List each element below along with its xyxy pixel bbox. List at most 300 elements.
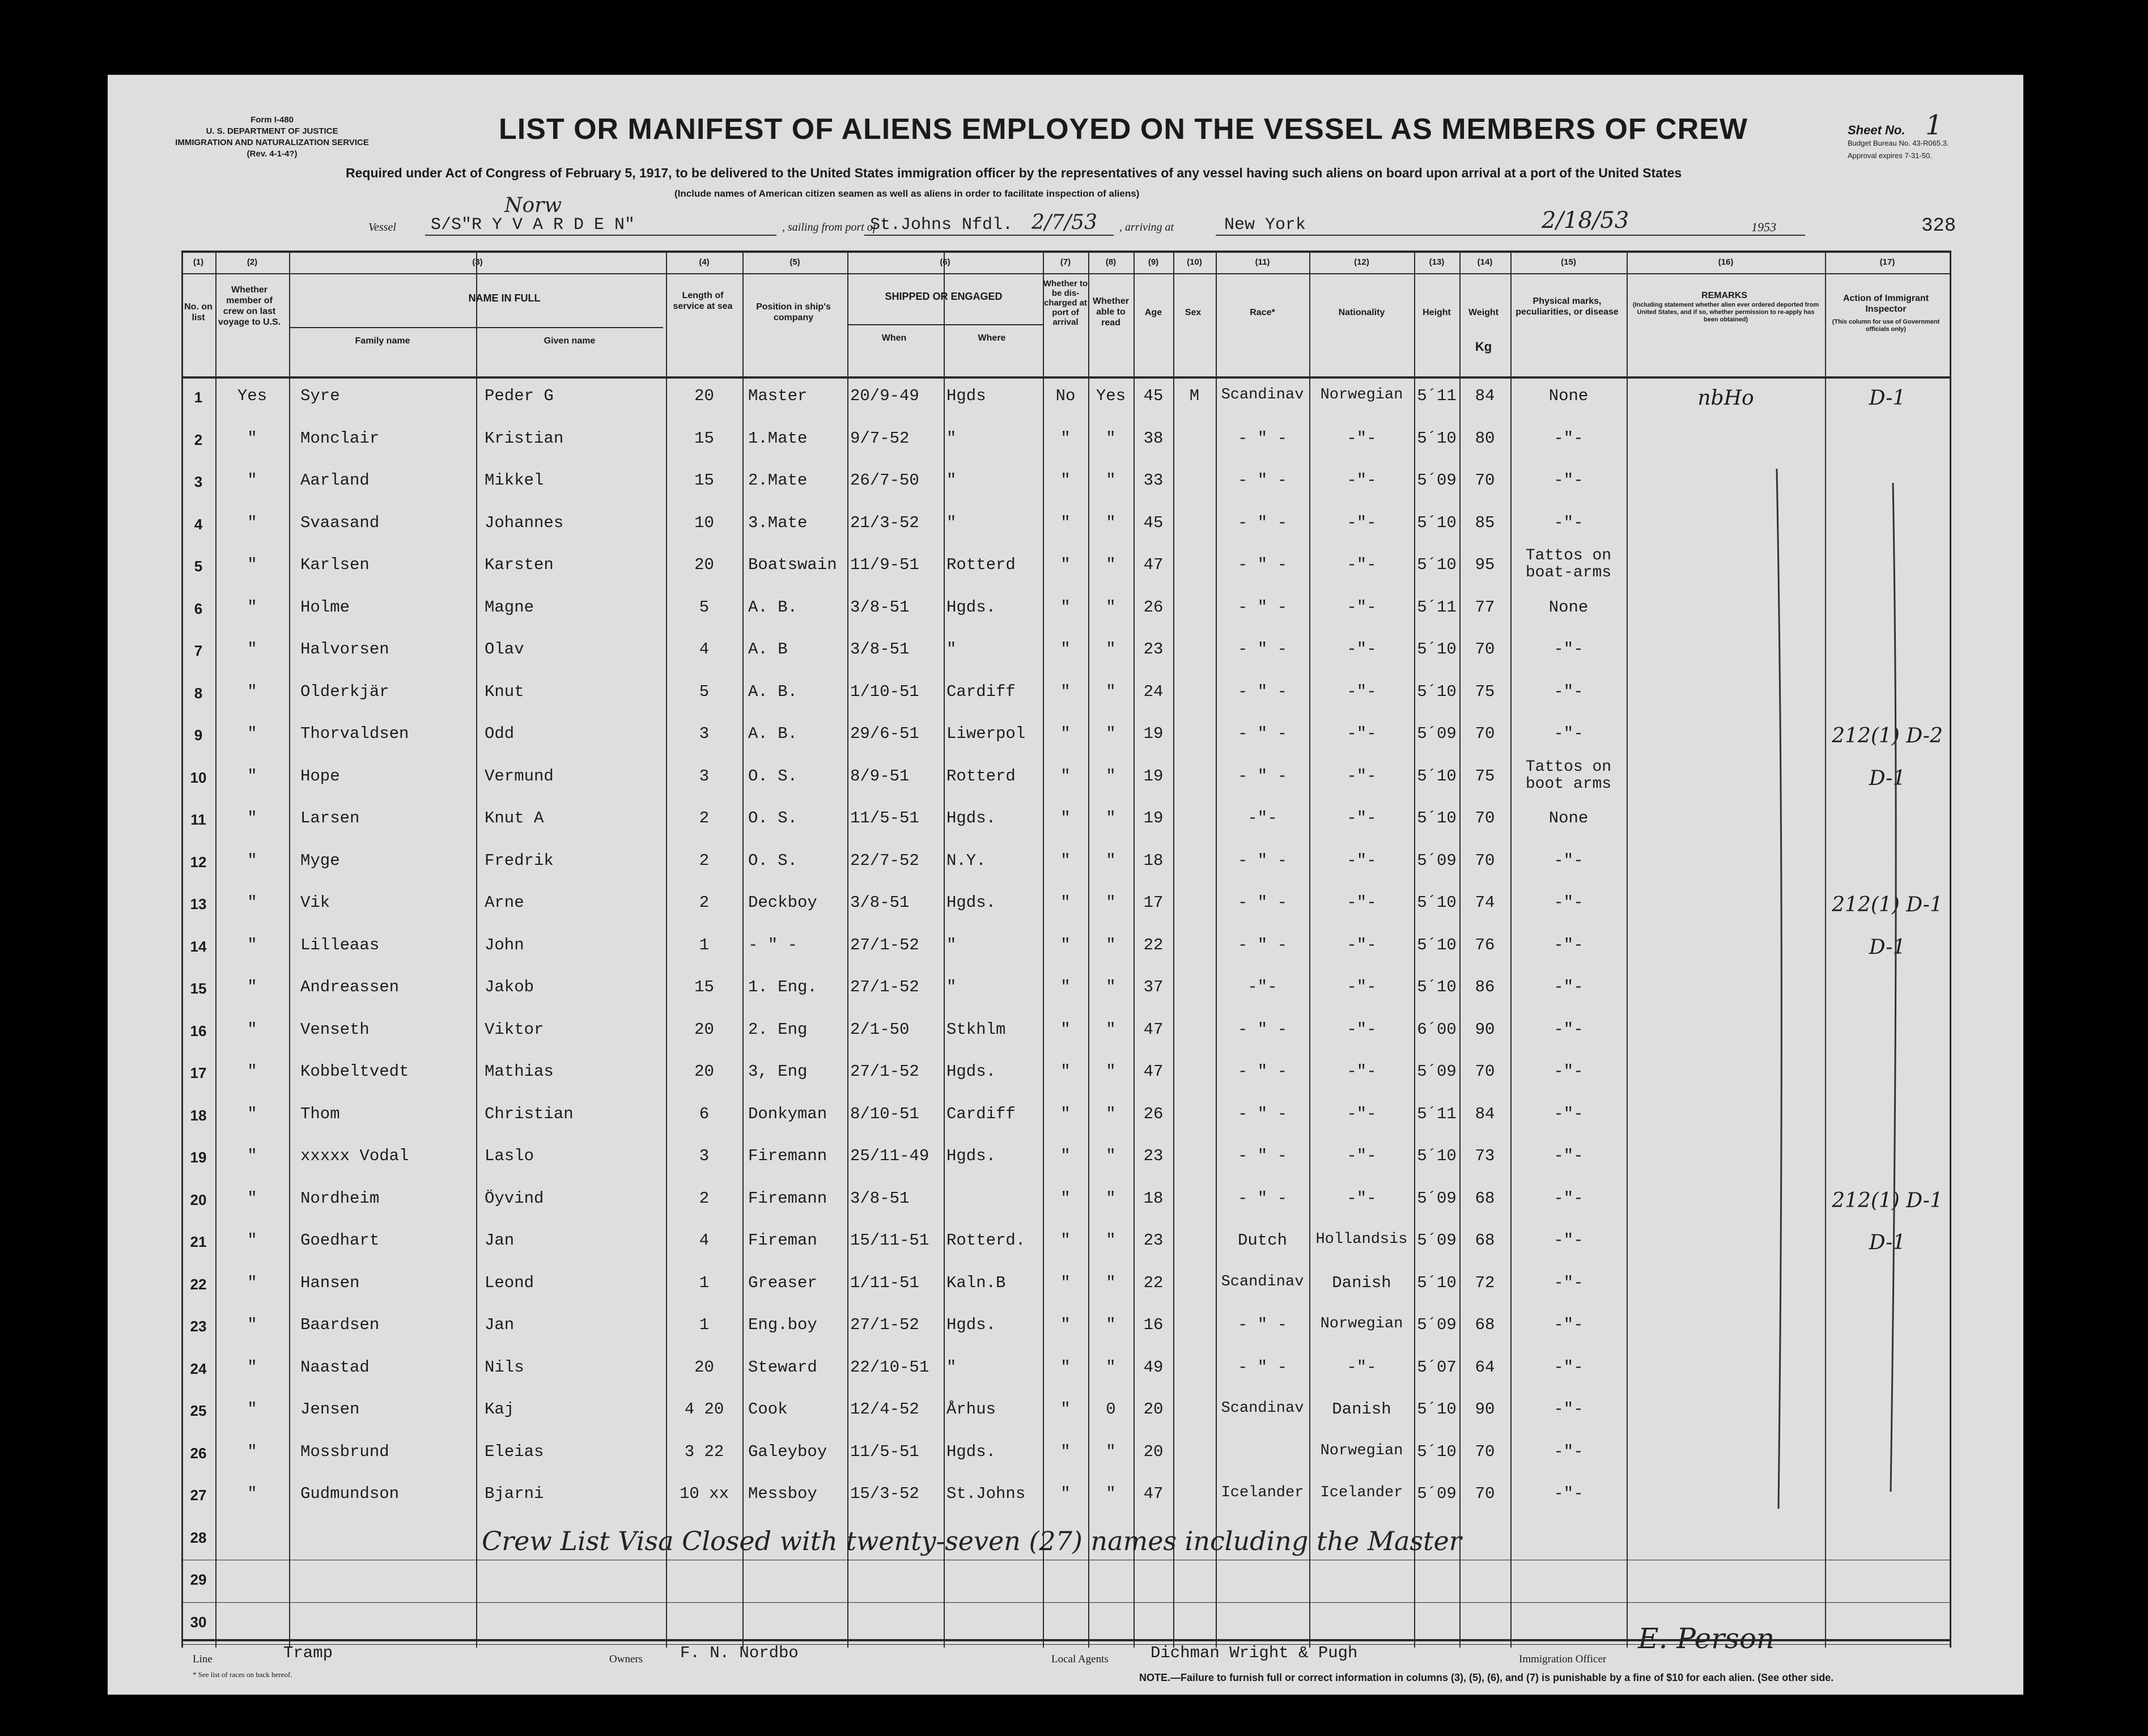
race-cell: - " - [1237, 1315, 1287, 1334]
row-number: 19 [190, 1149, 207, 1166]
length-cell: 5 [699, 597, 710, 617]
given-name-cell: Öyvind [485, 1189, 544, 1208]
read-cell: " [1106, 1104, 1116, 1123]
weight-cell: 75 [1475, 766, 1495, 786]
length-cell: 2 [699, 851, 710, 870]
weight-cell: 64 [1475, 1357, 1495, 1377]
col-sex-header: Sex [1185, 308, 1202, 317]
race-cell: Scandinav [1221, 1273, 1304, 1291]
family-name-cell: Olderkjär [300, 682, 389, 701]
position-cell: A. B. [748, 724, 798, 743]
where-cell: " [946, 513, 957, 532]
physical-cell: -"- [1553, 640, 1584, 659]
given-name-cell: John [485, 935, 524, 954]
arrival-port: New York [1224, 215, 1306, 235]
position-cell: Steward [748, 1357, 817, 1377]
height-cell: 5´07 [1417, 1357, 1457, 1377]
where-cell: Hgds. [946, 1442, 996, 1461]
fine-note: NOTE.—Failure to furnish full or correct information in columns (3), (5), (6), and (7) is punishable by a fine of $10 for each alien. (See other side. [1139, 1672, 1834, 1683]
budget-number: Budget Bureau No. 43-R065.3. [1848, 139, 1949, 147]
read-cell: " [1106, 935, 1116, 954]
height-cell: 5´09 [1417, 1062, 1457, 1081]
row-number: 30 [190, 1613, 207, 1631]
when-cell: 2/1-50 [850, 1020, 910, 1039]
nationality-cell: -"- [1347, 597, 1377, 617]
line-label: Line [193, 1653, 213, 1665]
discharge-cell: " [1060, 513, 1071, 532]
age-cell: 47 [1143, 1484, 1164, 1503]
weight-cell: 68 [1475, 1189, 1495, 1208]
discharge-cell: " [1060, 724, 1071, 743]
age-cell: 18 [1143, 851, 1164, 870]
where-cell: Hgds. [946, 809, 996, 827]
member-cell: " [247, 766, 257, 786]
nationality-cell: -"- [1347, 1020, 1377, 1039]
given-name-cell: Magne [485, 597, 534, 617]
position-cell: Donkyman [748, 1104, 827, 1123]
weight-cell: 95 [1475, 555, 1495, 574]
read-cell: " [1106, 893, 1116, 912]
col-name-header: NAME IN FULL [468, 292, 541, 304]
where-cell: " [946, 935, 957, 954]
physical-cell: -"- [1553, 471, 1584, 490]
race-cell: - " - [1237, 1147, 1287, 1165]
age-cell: 20 [1143, 1400, 1164, 1419]
length-cell: 2 [699, 893, 710, 912]
member-cell: " [247, 809, 257, 827]
races-note: * See list of races on back hereof. [193, 1670, 292, 1679]
height-cell: 5´10 [1417, 766, 1457, 786]
col-height-header: Height [1423, 308, 1451, 317]
where-cell: Stkhlm [946, 1020, 1006, 1039]
column-number: (6) [940, 257, 950, 267]
height-cell: 5´10 [1417, 513, 1457, 532]
discharge-cell: No [1055, 387, 1076, 405]
page-title: LIST OR MANIFEST OF ALIENS EMPLOYED ON THE VESSEL AS MEMBERS OF CREW [499, 113, 1748, 146]
where-cell: N.Y. [946, 851, 986, 870]
age-cell: 23 [1143, 640, 1164, 659]
nationality-cell: Norwegian [1320, 1315, 1403, 1332]
height-cell: 5´11 [1417, 387, 1457, 405]
read-cell: " [1106, 1062, 1116, 1081]
given-name-cell: Odd [485, 724, 515, 743]
member-cell: " [247, 1315, 257, 1334]
weight-cell: 90 [1475, 1400, 1495, 1419]
weight-cell: 70 [1475, 851, 1495, 870]
height-cell: 5´10 [1417, 1400, 1457, 1419]
action-cell: D-1 [1869, 387, 1906, 410]
col-member-header: Whether member of crew on last voyage to U.S. [218, 285, 281, 327]
length-cell: 15 [694, 978, 714, 996]
physical-cell: Tattos on boat-arms [1525, 547, 1612, 582]
row-number: 29 [190, 1571, 207, 1588]
discharge-cell: " [1060, 1484, 1071, 1503]
height-cell: 6´00 [1417, 1020, 1457, 1039]
weight-cell: 70 [1475, 471, 1495, 490]
race-cell: - " - [1237, 1062, 1287, 1081]
weight-cell: 73 [1475, 1147, 1495, 1165]
when-cell: 27/1-52 [850, 1315, 919, 1334]
row-number: 5 [194, 558, 203, 575]
column-number: (4) [699, 257, 710, 267]
row-number: 9 [194, 727, 203, 744]
row-number: 22 [190, 1275, 207, 1293]
nationality-cell: -"- [1347, 640, 1377, 659]
height-cell: 5´11 [1417, 1104, 1457, 1123]
member-cell: " [247, 1484, 257, 1503]
where-cell: " [946, 640, 957, 659]
discharge-cell: " [1060, 1442, 1071, 1461]
height-cell: 5´09 [1417, 724, 1457, 743]
length-cell: 20 [694, 555, 714, 574]
physical-cell: -"- [1553, 851, 1584, 870]
height-cell: 5´10 [1417, 1147, 1457, 1165]
physical-cell: -"- [1553, 1442, 1584, 1461]
position-cell: 2.Mate [748, 471, 808, 490]
weight-cell: 70 [1475, 640, 1495, 659]
given-name-cell: Knut [485, 682, 524, 701]
discharge-cell: " [1060, 1357, 1071, 1377]
length-cell: 10 [694, 513, 714, 532]
row-number: 14 [190, 937, 207, 955]
position-cell: - " - [748, 935, 798, 954]
position-cell: Firemann [748, 1189, 827, 1208]
member-cell: " [247, 428, 257, 448]
when-cell: 9/7-52 [850, 428, 910, 448]
height-cell: 5´10 [1417, 809, 1457, 827]
given-name-cell: Laslo [485, 1147, 534, 1165]
discharge-cell: " [1060, 682, 1071, 701]
member-cell: " [247, 640, 257, 659]
where-cell: Rotterd [946, 555, 1016, 574]
physical-cell: -"- [1553, 978, 1584, 996]
age-cell: 47 [1143, 1062, 1164, 1081]
given-name-cell: Peder G [485, 387, 554, 405]
position-cell: Messboy [748, 1484, 817, 1503]
col-action-subheader: (This column for use of Government officials only) [1832, 319, 1940, 333]
position-cell: 1. Eng. [748, 978, 817, 996]
given-name-cell: Vermund [485, 766, 554, 786]
family-name-cell: Andreassen [300, 978, 400, 996]
age-cell: 47 [1143, 555, 1164, 574]
age-cell: 47 [1143, 1020, 1164, 1039]
given-name-cell: Jakob [485, 978, 534, 996]
row-number: 10 [190, 769, 207, 786]
weight-cell: 70 [1475, 1442, 1495, 1461]
height-cell: 5´10 [1417, 893, 1457, 912]
weight-cell: 70 [1475, 809, 1495, 827]
where-cell: Hgds. [946, 893, 996, 912]
header-bottom-line [181, 376, 1950, 379]
when-cell: 11/5-51 [850, 809, 919, 827]
family-name-cell: Thom [300, 1104, 340, 1123]
height-cell: 5´10 [1417, 1442, 1457, 1461]
physical-cell: None [1548, 809, 1589, 827]
physical-cell: -"- [1553, 935, 1584, 954]
member-cell: " [247, 597, 257, 617]
vessel-flag: Norw [504, 194, 562, 217]
age-cell: 26 [1143, 1104, 1164, 1123]
position-cell: 3, Eng [748, 1062, 808, 1081]
physical-cell: -"- [1553, 1315, 1584, 1334]
race-cell: - " - [1237, 1020, 1287, 1039]
when-cell: 1/11-51 [850, 1273, 919, 1292]
column-number: (10) [1187, 257, 1202, 267]
given-name-cell: Knut A [485, 809, 544, 827]
age-cell: 24 [1143, 682, 1164, 701]
family-name-cell: Thorvaldsen [300, 724, 409, 743]
read-cell: " [1106, 1020, 1116, 1039]
length-cell: 20 [694, 1020, 714, 1039]
physical-cell: -"- [1553, 724, 1584, 743]
list-number: 328 [1921, 215, 1956, 237]
given-name-cell: Olav [485, 640, 524, 659]
age-cell: 26 [1143, 597, 1164, 617]
where-cell: Cardiff [946, 1104, 1016, 1123]
nationality-cell: -"- [1347, 851, 1377, 870]
height-cell: 5´09 [1417, 1231, 1457, 1250]
where-cell: Rotterd [946, 766, 1016, 786]
discharge-cell: " [1060, 978, 1071, 996]
member-cell: " [247, 555, 257, 574]
age-cell: 22 [1143, 935, 1164, 954]
form-info [170, 114, 374, 160]
family-name-cell: Vik [300, 893, 330, 912]
height-cell: 5´10 [1417, 1273, 1457, 1292]
age-cell: 23 [1143, 1147, 1164, 1165]
column-number: (16) [1718, 257, 1734, 267]
read-cell: " [1106, 1273, 1116, 1292]
weight-cell: 75 [1475, 682, 1495, 701]
read-cell: " [1106, 978, 1116, 996]
given-name-cell: Jan [485, 1231, 515, 1250]
height-cell: 5´09 [1417, 471, 1457, 490]
where-cell: " [946, 471, 957, 490]
shipped-subheader-line [847, 324, 1043, 325]
owners-value: F. N. Nordbo [680, 1644, 799, 1662]
sheet-label: Sheet No. [1848, 123, 1905, 137]
position-cell: Galeyboy [748, 1442, 827, 1461]
where-cell: Liwerpol [946, 724, 1026, 743]
age-cell: 22 [1143, 1273, 1164, 1292]
read-cell: " [1106, 513, 1116, 532]
given-name-cell: Bjarni [485, 1484, 544, 1503]
action-cell: D-1 [1869, 1231, 1906, 1254]
family-name-cell: Kobbeltvedt [300, 1062, 409, 1081]
family-name-cell: Naastad [300, 1357, 370, 1377]
when-cell: 27/1-52 [850, 978, 919, 996]
family-name-cell: Hansen [300, 1273, 360, 1292]
height-cell: 5´10 [1417, 428, 1457, 448]
row-number: 28 [190, 1529, 207, 1546]
length-cell: 3 [699, 724, 710, 743]
member-cell: " [247, 471, 257, 490]
age-cell: 16 [1143, 1315, 1164, 1334]
physical-cell: -"- [1553, 1020, 1584, 1039]
member-cell: " [247, 724, 257, 743]
row-number: 24 [190, 1360, 207, 1377]
sailing-label: , sailing from port of [782, 221, 876, 234]
position-cell: A. B. [748, 597, 798, 617]
member-cell: " [247, 1147, 257, 1165]
read-cell: " [1106, 809, 1116, 827]
nationality-cell: Danish [1332, 1400, 1391, 1419]
row-line [181, 1602, 1950, 1603]
column-number: (8) [1105, 257, 1117, 267]
height-cell: 5´09 [1417, 1315, 1457, 1334]
physical-cell: -"- [1553, 1357, 1584, 1377]
when-cell: 22/10-51 [850, 1357, 929, 1377]
read-cell: Yes [1096, 387, 1126, 405]
position-cell: Fireman [748, 1231, 817, 1250]
age-cell: 23 [1143, 1231, 1164, 1250]
given-name-cell: Jan [485, 1315, 515, 1334]
member-cell: " [247, 1400, 257, 1419]
read-cell: " [1106, 682, 1116, 701]
length-cell: 2 [699, 1189, 710, 1208]
age-cell: 45 [1143, 513, 1164, 532]
position-cell: O. S. [748, 766, 798, 786]
physical-cell: -"- [1553, 428, 1584, 448]
member-cell: " [247, 1104, 257, 1123]
member-cell: " [247, 1062, 257, 1081]
discharge-cell: " [1060, 1400, 1071, 1419]
pencil-marks [1751, 415, 1978, 1548]
physical-cell: -"- [1553, 513, 1584, 532]
member-cell: " [247, 1357, 257, 1377]
arriving-label: , arriving at [1119, 221, 1174, 234]
column-number: (5) [789, 257, 800, 267]
discharge-cell: " [1060, 471, 1071, 490]
family-name-cell: Holme [300, 597, 350, 617]
weight-cell: 76 [1475, 935, 1495, 954]
height-cell: 5´10 [1417, 978, 1457, 996]
row-number: 11 [190, 811, 206, 828]
physical-cell: -"- [1553, 1147, 1584, 1165]
weight-cell: 68 [1475, 1231, 1495, 1250]
when-cell: 22/7-52 [850, 851, 919, 870]
col-shipped-header: SHIPPED OR ENGAGED [885, 291, 1003, 302]
length-cell: 5 [699, 682, 710, 701]
row-number: 12 [190, 853, 207, 871]
row-number: 26 [190, 1444, 207, 1462]
when-cell: 15/3-52 [850, 1484, 919, 1503]
row-number: 6 [194, 600, 203, 617]
member-cell: " [247, 978, 257, 996]
race-cell: - " - [1237, 935, 1287, 954]
read-cell: " [1106, 1189, 1116, 1208]
physical-cell: None [1548, 597, 1589, 617]
col-remarks-header: REMARKS [1701, 291, 1747, 300]
age-cell: 45 [1143, 387, 1164, 405]
col-read-header: Whether able to read [1093, 296, 1129, 328]
nationality-cell: -"- [1347, 1357, 1377, 1377]
where-cell: St.Johns [946, 1484, 1026, 1503]
column-number: (9) [1148, 257, 1159, 267]
physical-cell: -"- [1553, 1062, 1584, 1081]
read-cell: " [1106, 851, 1116, 870]
where-cell: Hgds. [946, 1062, 996, 1081]
family-name-cell: Halvorsen [300, 640, 389, 659]
race-cell: -"- [1247, 809, 1277, 827]
where-cell: Hgds. [946, 597, 996, 617]
family-name-cell: xxxxx Vodal [300, 1147, 409, 1165]
nationality-cell: -"- [1347, 809, 1377, 827]
column-line [1173, 251, 1174, 1648]
member-cell: " [247, 1442, 257, 1461]
physical-cell: -"- [1553, 1400, 1584, 1419]
row-number: 13 [190, 895, 207, 912]
height-cell: 5´09 [1417, 1484, 1457, 1503]
discharge-cell: " [1060, 1020, 1071, 1039]
when-cell: 3/8-51 [850, 1189, 910, 1208]
length-cell: 1 [699, 935, 710, 954]
age-cell: 49 [1143, 1357, 1164, 1377]
given-name-cell: Christian [485, 1104, 574, 1123]
given-name-cell: Mathias [485, 1062, 554, 1081]
family-name-cell: Nordheim [300, 1189, 380, 1208]
length-cell: 1 [699, 1315, 710, 1334]
when-cell: 21/3-52 [850, 513, 919, 532]
given-name-cell: Arne [485, 893, 524, 912]
column-number-line [181, 273, 1950, 274]
discharge-cell: " [1060, 893, 1071, 912]
when-cell: 1/10-51 [850, 682, 919, 701]
form-number: Form I-480 [251, 115, 294, 125]
sex-cell: M [1189, 387, 1200, 405]
position-cell: 1.Mate [748, 428, 808, 448]
nationality-cell: -"- [1347, 471, 1377, 490]
race-cell: Scandinav [1221, 387, 1304, 404]
when-cell: 3/8-51 [850, 597, 910, 617]
when-cell: 8/10-51 [850, 1104, 919, 1123]
when-cell: 20/9-49 [850, 387, 919, 405]
age-cell: 17 [1143, 893, 1164, 912]
nationality-cell: Norwegian [1320, 387, 1403, 404]
arrival-date: 2/18/53 [1542, 207, 1629, 234]
age-cell: 20 [1143, 1442, 1164, 1461]
nationality-cell: -"- [1347, 766, 1377, 786]
race-cell: Dutch [1237, 1231, 1287, 1250]
column-line [1627, 251, 1628, 1648]
column-number: (2) [247, 257, 258, 267]
race-cell: - " - [1237, 766, 1287, 786]
col-when-header: When [881, 333, 907, 343]
physical-cell: -"- [1553, 1231, 1584, 1250]
height-cell: 5´09 [1417, 1189, 1457, 1208]
row-number: 17 [190, 1064, 207, 1081]
when-cell: 3/8-51 [850, 893, 910, 912]
vessel-label: Vessel [368, 221, 396, 234]
discharge-cell: " [1060, 1147, 1071, 1165]
action-cell: 212(1) D-1 [1832, 1189, 1943, 1212]
subtitle-note: (Include names of American citizen seamen as well as aliens in order to facilitate inspection of aliens) [674, 188, 1140, 199]
col-no-header: No. on list [184, 302, 213, 322]
read-cell: 0 [1106, 1400, 1116, 1419]
row-number: 2 [194, 431, 203, 448]
column-number: (12) [1354, 257, 1369, 267]
length-cell: 3 [699, 1147, 710, 1165]
discharge-cell: " [1060, 766, 1071, 786]
read-cell: " [1106, 1357, 1116, 1377]
given-name-cell: Fredrik [485, 851, 554, 870]
when-cell: 11/5-51 [850, 1442, 919, 1461]
family-name-cell: Venseth [300, 1020, 370, 1039]
weight-cell: 70 [1475, 1062, 1495, 1081]
col-action-header: Action of Immigrant Inspector [1843, 294, 1929, 314]
given-name-cell: Johannes [485, 513, 564, 532]
weight-cell: 85 [1475, 513, 1495, 532]
